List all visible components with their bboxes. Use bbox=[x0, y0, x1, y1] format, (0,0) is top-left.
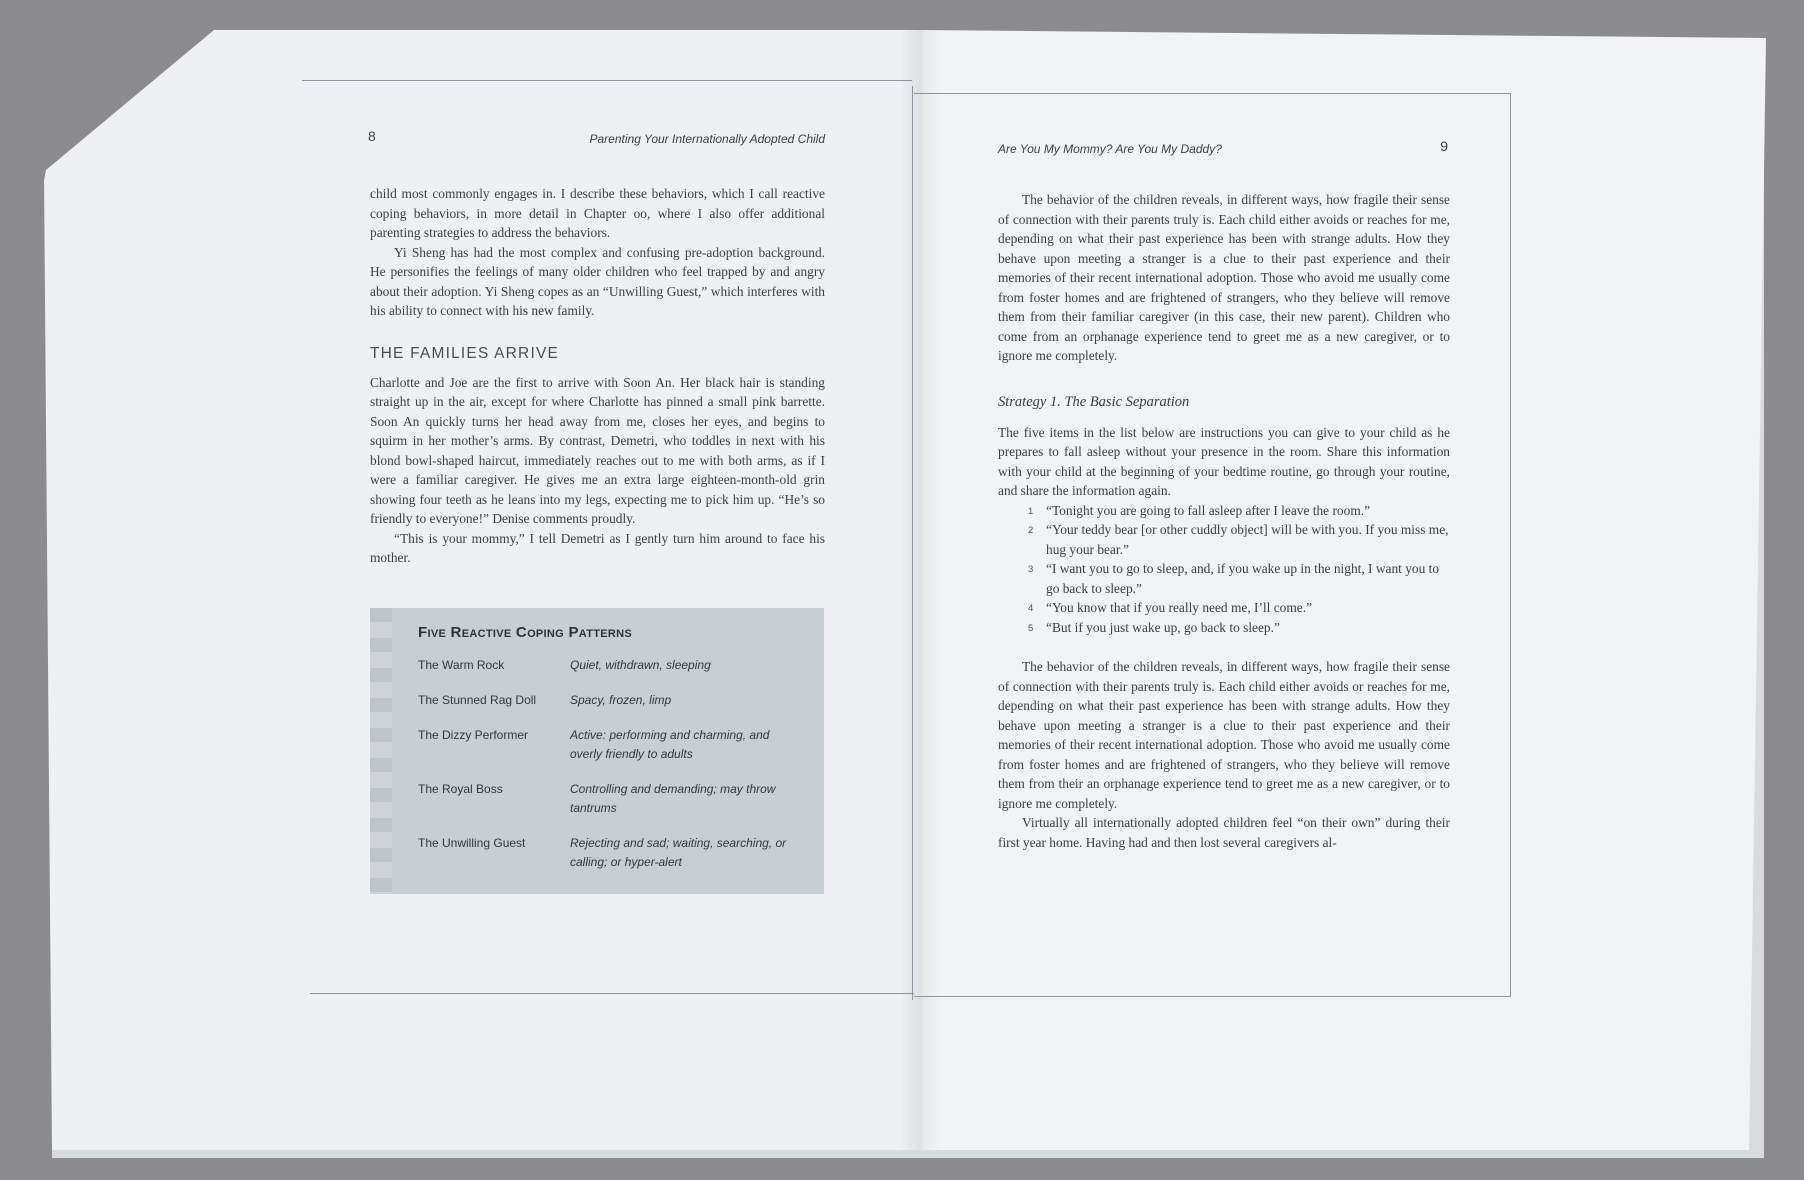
instruction-list bbox=[998, 501, 1450, 638]
pattern-description: Spacy, frozen, limp bbox=[570, 692, 672, 707]
list-number: 4 bbox=[1028, 603, 1034, 614]
table-row bbox=[418, 691, 798, 726]
pattern-name: The Unwilling Guest bbox=[418, 835, 526, 850]
list-number: 1 bbox=[1028, 505, 1034, 517]
pattern-description: Controlling and demanding; may throw tantrums bbox=[570, 781, 776, 815]
body-paragraph: “This is your mommy,” I tell Demetri as I gently turn him around to face his mother. bbox=[370, 530, 825, 565]
page-number: 9 bbox=[1440, 138, 1448, 154]
page-number: 8 bbox=[368, 128, 376, 144]
list-number: 2 bbox=[1028, 525, 1034, 536]
left-page-header bbox=[370, 128, 825, 152]
pattern-description: Active: performing and charming, and overly friendly to adults bbox=[570, 727, 770, 761]
body-paragraph: The behavior of the children reveals, in different ways, how fragile their sense of connection with their parents truly is. Each child either avoids or reaches for me, depending on what their past experience has been with strange adults. How they behave upon meeting a stranger is a clue to their past experience and their memories of their recent international adoption. Those who avoid me usually come from foster homes and are frightened of strangers, who they believe will remove them from their familiar caregiver (in this case, their new parent). Children who come from an orphanage experience tend to greet me as a new caregiver, or to ignore me completely. bbox=[998, 192, 1450, 363]
list-item-text: “Tonight you are going to fall asleep after I leave the room.” bbox=[1046, 502, 1371, 518]
list-item bbox=[1028, 559, 1450, 598]
list-item bbox=[1028, 618, 1450, 638]
list-item bbox=[1028, 520, 1450, 559]
trim-rule-top-right bbox=[914, 93, 1510, 94]
list-item-text: “But if you just wake up, go back to sleep.” bbox=[1046, 619, 1280, 635]
pattern-name: The Royal Boss bbox=[418, 781, 503, 796]
body-paragraph: child most commonly engages in. I describe these behaviors, which I call reactive coping behaviors, in more detail in Chapter oo, where I also offer additional parenting strategies to address the behaviors. bbox=[370, 186, 825, 240]
pattern-name: The Dizzy Performer bbox=[418, 727, 529, 742]
list-number: 3 bbox=[1028, 564, 1034, 575]
table-row bbox=[418, 726, 798, 780]
pattern-name: The Warm Rock bbox=[418, 657, 505, 672]
trim-rule-bottom-right bbox=[914, 996, 1510, 997]
trim-rule-bottom-left bbox=[310, 993, 914, 994]
right-page-header bbox=[998, 138, 1450, 162]
trim-rule-spine bbox=[912, 86, 913, 1000]
list-number: 5 bbox=[1028, 622, 1034, 634]
coping-patterns-table bbox=[418, 656, 798, 888]
list-item-text: “Your teddy bear [or other cuddly object] will be with you. If you miss me, hug your bear.” bbox=[1046, 522, 1449, 557]
gutter-shadow bbox=[900, 30, 940, 1150]
section-heading: THE FAMILIES ARRIVE bbox=[370, 344, 560, 362]
list-item-text: “I want you to go to sleep, and, if you wake up in the night, I want you to go back to sleep.” bbox=[1046, 561, 1440, 596]
left-page bbox=[370, 128, 825, 894]
pattern-name: The Stunned Rag Doll bbox=[418, 692, 537, 707]
trim-rule-right bbox=[1510, 93, 1511, 997]
right-page bbox=[998, 138, 1450, 852]
sidebar-title: Five Reactive Coping Patterns bbox=[418, 623, 633, 641]
trim-rule-top-left bbox=[302, 80, 912, 81]
list-item-text: “You know that if you really need me, I’ll come.” bbox=[1046, 600, 1313, 615]
running-head: Parenting Your Internationally Adopted Child bbox=[589, 132, 825, 146]
running-head: Are You My Mommy? Are You My Daddy? bbox=[998, 142, 1222, 156]
table-row bbox=[418, 656, 798, 691]
body-paragraph: The behavior of the children reveals, in different ways, how fragile their sense of connection with their parents truly is. Each child either avoids or reaches for me, depending on what their past experience has been with strange adults. How they behave upon meeting a stranger is a clue to their past experience and their memories of their recent international adoption. Those who avoid me usually come from foster homes and are frightened of strangers, who they believe will remove them from their an orphanage experience tend to greet me as a new caregiver, or to ignore me completely. bbox=[998, 659, 1450, 811]
body-paragraph: Virtually all internationally adopted children feel “on their own” during their first year home. Having had and then lost several caregivers al- bbox=[998, 815, 1450, 850]
body-paragraph: Yi Sheng has had the most complex and confusing pre-adoption background. He personifies the feelings of many older children who feel trapped by and angry about their adoption. Yi Sheng copes as an “Unwilling Guest,” which interferes with his ability to connect with his new family. bbox=[370, 244, 825, 318]
table-row bbox=[418, 834, 798, 888]
body-paragraph: The five items in the list below are instructions you can give to your child as he prepares to fall asleep without your presence in the room. Share this information with your child at the beginning of your bedtime routine, go through your routine, and share the information again. bbox=[998, 424, 1450, 498]
pattern-description: Rejecting and sad; waiting, searching, or calling; or hyper-alert bbox=[570, 835, 787, 869]
body-paragraph: Charlotte and Joe are the first to arrive with Soon An. Her black hair is standing straight up in the air, except for where Charlotte has pinned a small pink barrette. Soon An quickly turns her head away from me, closes her eyes, and begins to squirm in her mother’s arms. By contrast, Demetri, who toddles in next with his blond bowl-shaped haircut, immediately reaches out to me with both arms, as if I were a familiar caregiver. He gives me an extra large eighteen-month-old grin showing four teeth as he leans into my legs, expecting me to pick him up. “He’s so friendly to everyone!” Denise comments proudly. bbox=[370, 374, 825, 526]
table-row bbox=[418, 780, 798, 834]
strategy-heading: Strategy 1. The Basic Separation bbox=[998, 393, 1190, 410]
sidebar-pattern bbox=[370, 608, 392, 894]
list-item bbox=[1028, 598, 1450, 618]
sidebar-box bbox=[370, 608, 824, 894]
list-item bbox=[1028, 501, 1450, 521]
pattern-description: Quiet, withdrawn, sleeping bbox=[570, 657, 711, 672]
